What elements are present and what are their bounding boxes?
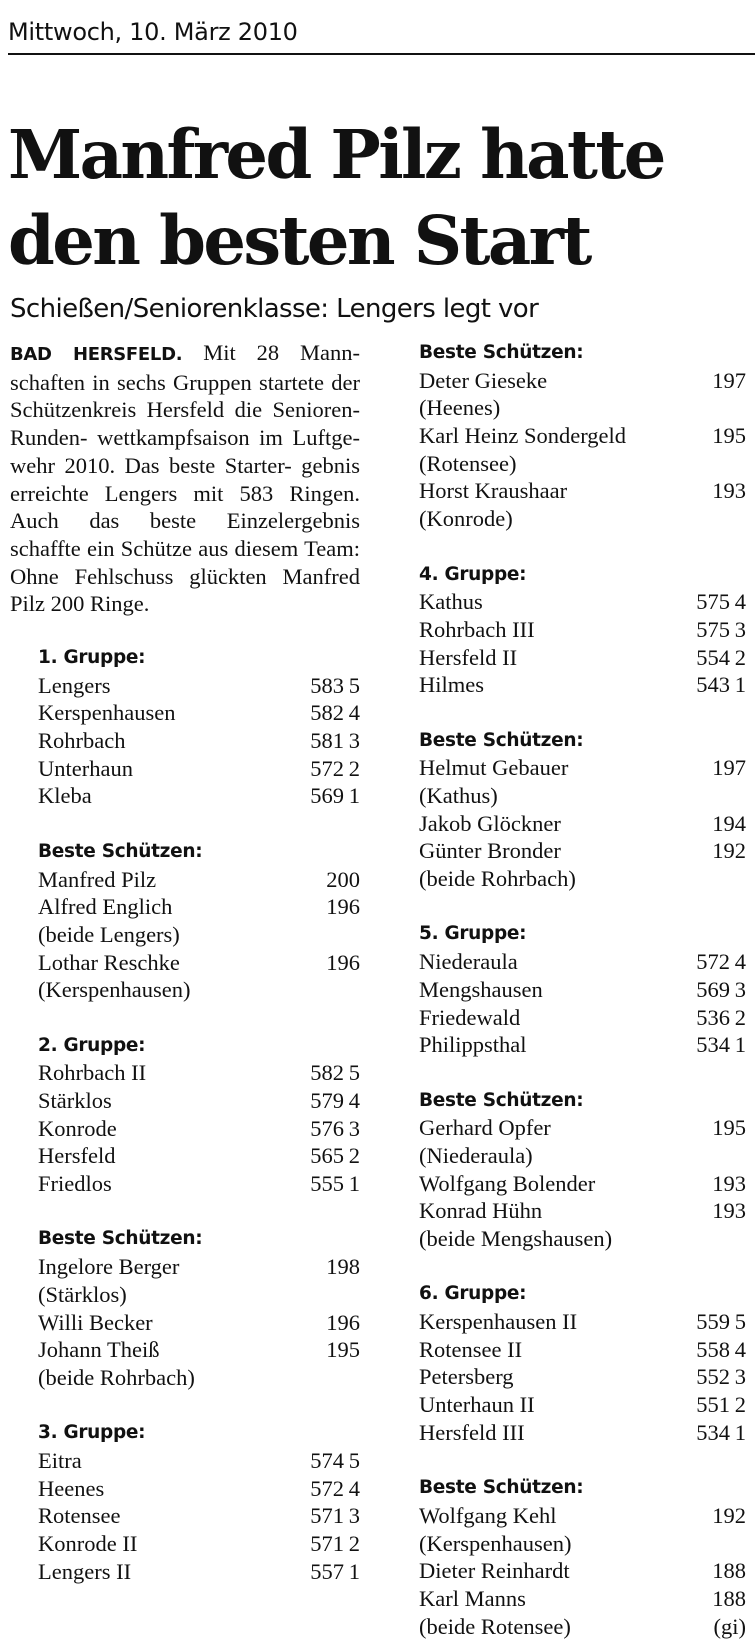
shooter-name: Manfred Pilz [38, 866, 157, 892]
best-shooters-title: Beste Schützen: [419, 1477, 584, 1499]
team-points: 1 [734, 672, 746, 698]
team-score: 571 [310, 1531, 344, 1557]
team-points: 1 [348, 1558, 360, 1584]
team-name: Eitra [38, 1447, 82, 1473]
team-name: Rohrbach II [38, 1060, 147, 1086]
team-points: 3 [734, 1364, 746, 1390]
best-shooters-block [419, 1474, 746, 1640]
left-column [10, 339, 360, 1585]
shooter-club: (beide Rohrbach) [38, 1364, 195, 1390]
shooter-name: Helmut Gebauer [419, 755, 569, 781]
group-title: 6. Gruppe: [419, 1283, 527, 1305]
shooter-row [38, 949, 360, 977]
team-row [419, 1031, 746, 1059]
team-score: 558 [696, 1336, 730, 1362]
team-row [38, 1115, 360, 1143]
team-row [419, 644, 746, 672]
shooter-name: Karl Manns [419, 1585, 526, 1611]
team-points: 4 [734, 949, 746, 975]
team-name: Unterhaun [38, 755, 133, 781]
shooter-score: 195 [712, 423, 746, 449]
shooter-row [419, 1557, 746, 1585]
shooter-score: 194 [712, 810, 746, 836]
team-row [419, 1308, 746, 1336]
best-shooters-title: Beste Schützen: [38, 1228, 203, 1250]
team-score: 559 [696, 1309, 730, 1335]
intro-line: wettkampfsaison im Luftge- [97, 425, 360, 451]
shooter-score: 197 [712, 367, 746, 393]
shooter-name: Gerhard Opfer [419, 1115, 551, 1141]
team-name: Rotensee II [419, 1336, 523, 1362]
team-row [38, 1530, 360, 1558]
best-shooters-block [419, 1087, 746, 1253]
shooter-club: (Heenes) [419, 395, 501, 421]
group-block [10, 644, 360, 810]
team-score: 574 [310, 1447, 344, 1473]
team-points: 5 [348, 1447, 360, 1473]
team-row [38, 672, 360, 700]
shooter-name: Deter Gieseke [419, 367, 548, 393]
team-row [419, 588, 746, 616]
team-score: 582 [310, 1060, 344, 1086]
team-score: 582 [310, 700, 344, 726]
shooter-row [419, 1114, 746, 1142]
shooter-club: (beide Rohrbach) [419, 866, 576, 892]
group-block [10, 1419, 360, 1585]
team-row [419, 671, 746, 699]
team-name: Friedlos [38, 1171, 112, 1197]
shooter-club [419, 1613, 746, 1641]
team-points: 2 [734, 1004, 746, 1030]
shooter-score: 192 [712, 1502, 746, 1528]
intro-line: 583 Ringen. Auch das beste [10, 480, 361, 534]
team-name: Mengshausen [419, 976, 543, 1002]
group-block [10, 1032, 360, 1198]
team-name: Lengers [38, 672, 111, 698]
team-score: 576 [310, 1115, 344, 1141]
group-block [419, 1280, 746, 1446]
team-score: 581 [310, 728, 344, 754]
shooter-name: Karl Heinz Sondergeld [419, 423, 627, 449]
shooter-club: (Kerspenhausen) [38, 977, 191, 1003]
team-name: Konrode II [38, 1531, 138, 1557]
team-score: 557 [310, 1558, 344, 1584]
team-points: 3 [348, 728, 360, 754]
shooter-score: 193 [712, 1198, 746, 1224]
team-row [38, 1142, 360, 1170]
team-points: 3 [348, 1115, 360, 1141]
shooter-name: Ingelore Berger [38, 1254, 180, 1280]
team-row [419, 1363, 746, 1391]
team-points: 2 [348, 1531, 360, 1557]
team-row [38, 1502, 360, 1530]
subheadline: Schießen/Seniorenklasse: Lengers legt vor [10, 294, 539, 324]
team-row [419, 1419, 746, 1447]
intro-paragraph [10, 339, 360, 618]
shooter-row [419, 837, 746, 865]
team-points: 1 [734, 1032, 746, 1058]
shooter-name: Willi Becker [38, 1309, 153, 1335]
intro-lead: BAD HERSFELD. [10, 344, 183, 365]
team-row [419, 976, 746, 1004]
shooter-row [38, 1253, 360, 1281]
team-points: 2 [734, 644, 746, 670]
team-row [419, 948, 746, 976]
team-name: Philippsthal [419, 1032, 527, 1058]
shooter-score: 198 [326, 1254, 360, 1280]
shooter-row [38, 1336, 360, 1364]
team-score: 575 [696, 589, 730, 615]
intro-line: Einzelergebnis schaffte ein [10, 508, 360, 561]
team-name: Hersfeld [38, 1143, 116, 1169]
team-points: 4 [734, 1336, 746, 1362]
team-row [38, 1087, 360, 1115]
team-score: 551 [696, 1392, 730, 1418]
team-row [419, 1004, 746, 1032]
team-score: 543 [696, 672, 730, 698]
team-score: 554 [696, 644, 730, 670]
shooter-row [419, 1170, 746, 1198]
shooter-score: 195 [326, 1337, 360, 1363]
intro-line: schaften in sechs Gruppen [10, 369, 252, 395]
team-score: 552 [696, 1364, 730, 1390]
best-shooters-title: Beste Schützen: [419, 342, 584, 363]
team-row [38, 755, 360, 783]
team-row [38, 699, 360, 727]
intro-line: Manfred Pilz 200 Ringe. [10, 563, 361, 617]
shooter-score: 193 [712, 1170, 746, 1196]
best-shooters-block [10, 838, 360, 1004]
team-score: 536 [696, 1004, 730, 1030]
team-name: Niederaula [419, 949, 518, 975]
shooter-name: Günter Bronder [419, 838, 561, 864]
team-name: Petersberg [419, 1364, 514, 1390]
team-row [419, 1391, 746, 1419]
shooter-row [419, 477, 746, 505]
intro-line: wehr 2010. Das beste Starter- [10, 452, 292, 478]
team-name: Rotensee [38, 1503, 121, 1529]
team-score: 583 [310, 672, 344, 698]
team-score: 565 [310, 1143, 344, 1169]
team-points: 5 [348, 1060, 360, 1086]
team-name: Friedewald [419, 1004, 521, 1030]
team-row [38, 1447, 360, 1475]
shooter-club: (Stärklos) [38, 1281, 127, 1307]
dateline: Mittwoch, 10. März 2010 [8, 18, 298, 46]
team-name: Rohrbach III [419, 616, 535, 642]
team-score: 572 [310, 1475, 344, 1501]
shooter-club: (Konrode) [419, 506, 513, 532]
team-name: Lengers II [38, 1558, 132, 1584]
best-shooters-title: Beste Schützen: [38, 840, 203, 862]
shooter-row [38, 1309, 360, 1337]
best-shooters-title: Beste Schützen: [419, 729, 584, 751]
shooter-row [38, 866, 360, 894]
team-row [38, 727, 360, 755]
team-name: Kerspenhausen [38, 700, 176, 726]
shooter-club: (Kathus) [419, 783, 498, 808]
group-title: 3. Gruppe: [38, 1422, 146, 1444]
shooter-name: Wolfgang Bolender [419, 1170, 596, 1196]
shooter-score: 188 [712, 1558, 746, 1584]
team-score: 534 [696, 1032, 730, 1058]
team-name: Konrode [38, 1115, 117, 1141]
shooter-row [419, 1585, 746, 1613]
right-column [419, 339, 746, 1640]
team-points: 4 [734, 589, 746, 615]
shooter-name: Lothar Reschke [38, 949, 180, 975]
team-score: 575 [696, 616, 730, 642]
shooter-row [419, 754, 746, 782]
team-score: 534 [696, 1419, 730, 1445]
team-points: 5 [348, 672, 360, 698]
shooter-name: Dieter Reinhardt [419, 1558, 570, 1584]
header-rule [8, 53, 755, 55]
team-score: 569 [696, 976, 730, 1002]
shooter-row [38, 893, 360, 921]
team-points: 1 [348, 1171, 360, 1197]
best-shooters-title: Beste Schützen: [419, 1089, 584, 1111]
team-row [38, 1475, 360, 1503]
team-name: Hilmes [419, 672, 484, 698]
shooter-score: 197 [712, 755, 746, 781]
team-points: 3 [734, 976, 746, 1002]
team-points: 3 [734, 616, 746, 642]
team-name: Hersfeld III [419, 1419, 525, 1445]
shooter-score: 196 [326, 1309, 360, 1335]
team-row [419, 1336, 746, 1364]
shooter-club: (Rotensee) [419, 450, 517, 476]
shooter-score: 196 [326, 949, 360, 975]
team-row [419, 616, 746, 644]
shooter-row [419, 1197, 746, 1225]
group-block [419, 561, 746, 699]
group-title: 1. Gruppe: [38, 647, 146, 669]
team-score: 579 [310, 1088, 344, 1114]
team-points: 3 [348, 1503, 360, 1529]
shooter-row [419, 422, 746, 450]
team-row [38, 1170, 360, 1198]
shooter-name: Horst Kraushaar [419, 478, 568, 504]
team-name: Unterhaun II [419, 1392, 535, 1418]
team-name: Hersfeld II [419, 644, 518, 670]
team-name: Heenes [38, 1475, 105, 1501]
headline [8, 112, 755, 284]
shooter-row [419, 367, 746, 395]
team-name: Kerspenhausen II [419, 1309, 578, 1335]
best-shooters-block [10, 1225, 360, 1391]
team-points: 1 [734, 1419, 746, 1445]
team-points: 4 [348, 1088, 360, 1114]
shooter-name: Jakob Glöckner [419, 810, 561, 836]
team-points: 2 [348, 1143, 360, 1169]
best-shooters-block [419, 339, 746, 533]
team-score: 572 [310, 755, 344, 781]
shooter-name: Konrad Hühn [419, 1198, 543, 1224]
shooter-score: 193 [712, 478, 746, 504]
shooter-row [419, 1502, 746, 1530]
group-block [419, 920, 746, 1058]
team-name: Stärklos [38, 1088, 112, 1114]
team-points: 4 [348, 700, 360, 726]
shooter-score: 192 [712, 838, 746, 864]
shooter-club: (beide Lengers) [38, 921, 180, 947]
intro-line: Ohne Fehlschuss glückten [10, 563, 267, 589]
group-title: 5. Gruppe: [419, 923, 527, 945]
team-name: Rohrbach [38, 728, 126, 754]
team-points: 2 [348, 755, 360, 781]
team-points: 4 [348, 1475, 360, 1501]
intro-line: Schütze aus diesem Team: [120, 535, 360, 561]
team-score: 572 [696, 949, 730, 975]
headline-line-2: den besten Start [8, 201, 590, 280]
team-score: 571 [310, 1503, 344, 1529]
team-points: 1 [348, 783, 360, 809]
shooter-name: Alfred Englich [38, 894, 173, 920]
shooter-score: 196 [326, 894, 360, 920]
shooter-score: 200 [326, 866, 360, 892]
shooter-row [419, 810, 746, 838]
intro-line: gebnis erreichte Lengers mit [10, 452, 361, 506]
team-name: Kleba [38, 783, 92, 809]
team-score: 569 [310, 783, 344, 809]
team-row [38, 1059, 360, 1087]
team-row [38, 1558, 360, 1586]
author-signature: (gi) [713, 1613, 746, 1639]
shooter-club: (Kerspenhausen) [419, 1530, 572, 1556]
shooter-name: Wolfgang Kehl [419, 1502, 557, 1528]
shooter-club: (beide Mengshausen) [419, 1226, 613, 1251]
shooter-club-text: (beide Rotensee) [419, 1613, 571, 1639]
shooter-club: (Niederaula) [419, 1142, 533, 1168]
intro-line: startete der Schützenkreis [10, 369, 360, 423]
shooter-name: Johann Theiß [38, 1337, 160, 1363]
group-title: 2. Gruppe: [38, 1034, 146, 1056]
shooter-score: 188 [712, 1585, 746, 1611]
best-shooters-block [419, 727, 746, 893]
intro-line: Hersfeld die Senioren-Runden- [10, 397, 360, 451]
team-points: 2 [734, 1392, 746, 1418]
team-score: 555 [310, 1171, 344, 1197]
shooter-score: 195 [712, 1115, 746, 1141]
headline-line-1: Manfred Pilz hatte [8, 115, 664, 194]
group-title: 4. Gruppe: [419, 563, 527, 585]
team-name: Kathus [419, 589, 483, 615]
intro-line: Mit 28 Mann- [203, 340, 361, 365]
team-points: 5 [734, 1309, 746, 1335]
team-row [38, 782, 360, 810]
